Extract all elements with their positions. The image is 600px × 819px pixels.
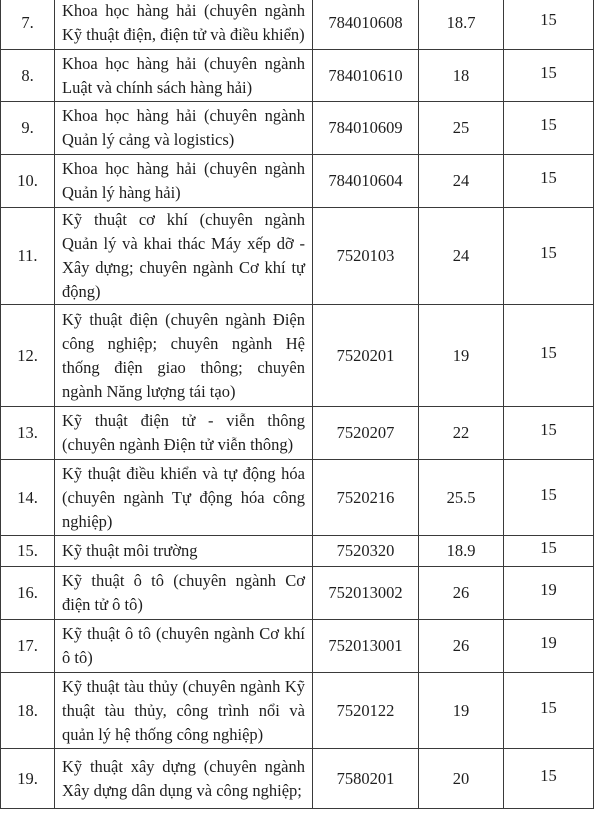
admission-score: 22	[419, 407, 504, 460]
major-code: 7520201	[313, 305, 419, 407]
admission-score: 18.9	[419, 536, 504, 567]
major-code: 752013002	[313, 567, 419, 620]
floor-score: 15	[504, 749, 594, 809]
row-number: 17.	[1, 620, 55, 673]
admission-score: 18	[419, 50, 504, 102]
major-name: Kỹ thuật ô tô (chuyên ngành Cơ khí ô tô)	[55, 620, 313, 673]
table-row	[1, 567, 594, 620]
row-number: 7.	[1, 0, 55, 50]
floor-score: 15	[504, 50, 594, 102]
admission-score: 25	[419, 102, 504, 155]
row-number: 16.	[1, 567, 55, 620]
admission-score: 24	[419, 208, 504, 305]
major-name: Kỹ thuật xây dựng (chuyên ngành Xây dựng dân dụng và công nghiệp;	[55, 749, 313, 809]
table-row	[1, 407, 594, 460]
floor-score: 15	[504, 407, 594, 460]
admission-score: 19	[419, 305, 504, 407]
row-number: 11.	[1, 208, 55, 305]
major-name: Khoa học hàng hải (chuyên ngành Kỹ thuật điện, điện tử và điều khiển)	[55, 0, 313, 50]
table-row	[1, 460, 594, 536]
table-row	[1, 0, 594, 50]
major-code: 7520320	[313, 536, 419, 567]
table-row	[1, 749, 594, 809]
row-number: 9.	[1, 102, 55, 155]
major-name: Kỹ thuật ô tô (chuyên ngành Cơ điện tử ô tô)	[55, 567, 313, 620]
major-code: 784010610	[313, 50, 419, 102]
floor-score: 15	[504, 155, 594, 208]
major-name: Kỹ thuật cơ khí (chuyên ngành Quản lý và khai thác Máy xếp dỡ - Xây dựng; chuyên ngành Cơ khí tự động)	[55, 208, 313, 305]
row-number: 14.	[1, 460, 55, 536]
table-row	[1, 102, 594, 155]
floor-score: 15	[504, 673, 594, 749]
admission-score: 26	[419, 620, 504, 673]
table-row	[1, 673, 594, 749]
row-number: 8.	[1, 50, 55, 102]
floor-score: 15	[504, 102, 594, 155]
major-code: 7520103	[313, 208, 419, 305]
table-row	[1, 305, 594, 407]
major-name: Kỹ thuật tàu thủy (chuyên ngành Kỹ thuật tàu thủy, công trình nổi và quản lý hệ thống công nghiệp)	[55, 673, 313, 749]
major-name: Khoa học hàng hải (chuyên ngành Luật và chính sách hàng hải)	[55, 50, 313, 102]
major-name: Khoa học hàng hải (chuyên ngành Quản lý cảng và logistics)	[55, 102, 313, 155]
admission-score: 24	[419, 155, 504, 208]
major-code: 784010609	[313, 102, 419, 155]
admission-score: 20	[419, 749, 504, 809]
row-number: 10.	[1, 155, 55, 208]
row-number: 12.	[1, 305, 55, 407]
floor-score: 19	[504, 567, 594, 620]
admission-score: 26	[419, 567, 504, 620]
major-name: Kỹ thuật điện tử - viễn thông (chuyên ngành Điện tử viễn thông)	[55, 407, 313, 460]
admission-score: 25.5	[419, 460, 504, 536]
table-row	[1, 208, 594, 305]
row-number: 15.	[1, 536, 55, 567]
major-code: 752013001	[313, 620, 419, 673]
admission-score: 19	[419, 673, 504, 749]
major-code: 7520216	[313, 460, 419, 536]
major-code: 784010604	[313, 155, 419, 208]
table-row	[1, 155, 594, 208]
major-name: Kỹ thuật điều khiển và tự động hóa (chuyên ngành Tự động hóa công nghiệp)	[55, 460, 313, 536]
floor-score: 19	[504, 620, 594, 673]
floor-score: 15	[504, 208, 594, 305]
table-row	[1, 620, 594, 673]
major-code: 784010608	[313, 0, 419, 50]
major-code: 7520207	[313, 407, 419, 460]
table-row	[1, 536, 594, 567]
floor-score: 15	[504, 536, 594, 567]
floor-score: 15	[504, 0, 594, 50]
floor-score: 15	[504, 305, 594, 407]
major-code: 7520122	[313, 673, 419, 749]
row-number: 18.	[1, 673, 55, 749]
admission-score: 18.7	[419, 0, 504, 50]
table-row	[1, 50, 594, 102]
major-name: Kỹ thuật môi trường	[55, 536, 313, 567]
major-code: 7580201	[313, 749, 419, 809]
floor-score: 15	[504, 460, 594, 536]
row-number: 19.	[1, 749, 55, 809]
major-name: Kỹ thuật điện (chuyên ngành Điện công nghiệp; chuyên ngành Hệ thống điện giao thông; chuyên ngành Năng lượng tái tạo)	[55, 305, 313, 407]
major-name: Khoa học hàng hải (chuyên ngành Quản lý hàng hải)	[55, 155, 313, 208]
row-number: 13.	[1, 407, 55, 460]
